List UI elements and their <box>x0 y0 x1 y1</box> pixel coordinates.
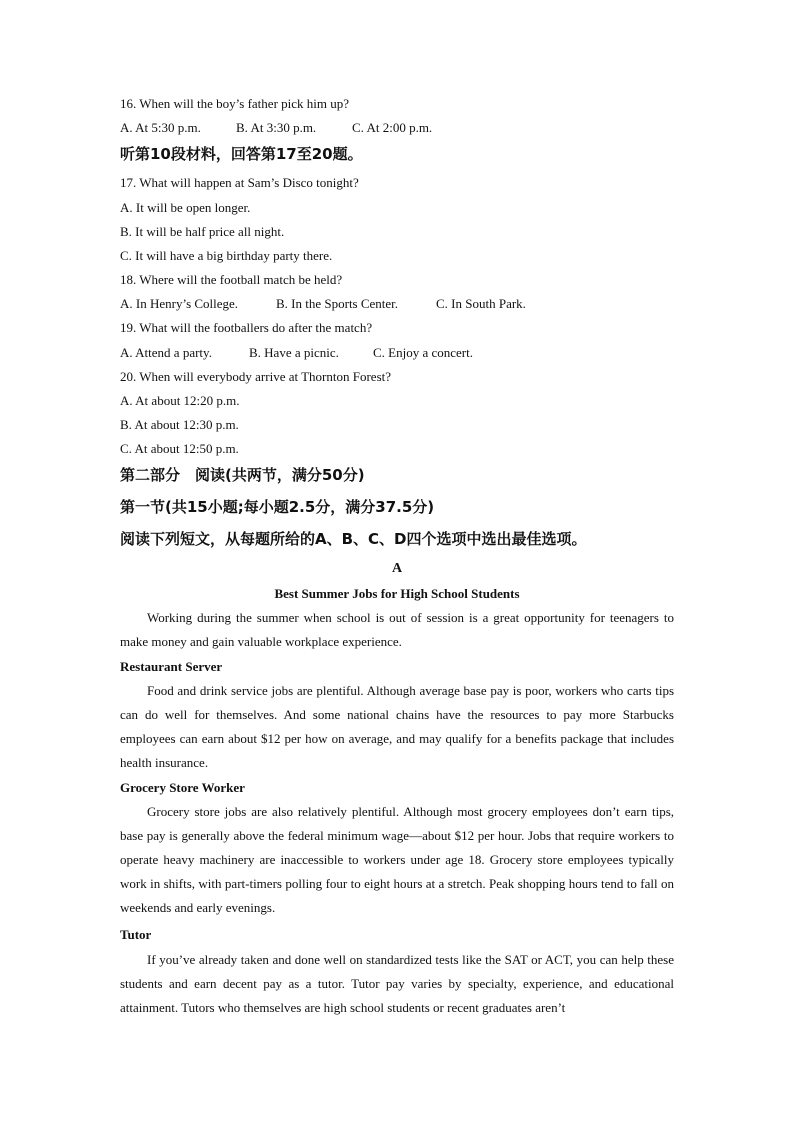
option-b: B. At 3:30 p.m. <box>236 120 317 135</box>
question-20-option-c: C. At about 12:50 p.m. <box>120 441 239 456</box>
passage-letter: A <box>391 561 403 576</box>
question-16: 16. When will the boy’s father pick him up? <box>120 96 350 111</box>
part-2-heading: 第二部分 阅读(共两节，满分50分) <box>120 466 365 484</box>
option-b: B. Have a picnic. <box>249 345 339 360</box>
section-text-restaurant-server: Food and drink service jobs are plentiful. Although average base pay is poor, workers who carts tips can do well for themselves. And some national chains have the resources to pay more Starbucks employees can earn about $12 per how on average, and may qualify for a benefits package that includes health insurance. <box>120 683 674 770</box>
section-10-heading: 听第10段材料，回答第17至20题。 <box>120 145 363 163</box>
passage-intro: Working during the summer when school is out of session is a great opportunity for teenagers to make money and gain valuable workplace experience. <box>120 610 674 649</box>
question-17-option-c: C. It will have a big birthday party there. <box>120 248 333 263</box>
question-18-options <box>120 296 526 312</box>
reading-instruction: 阅读下列短文，从每题所给的A、B、C、D四个选项中选出最佳选项。 <box>120 530 587 548</box>
section-text-grocery-store-worker: Grocery store jobs are also relatively plentiful. Although most grocery employees don’t earn tips, base pay is generally above the federal minimum wage—about $12 per hour. Jobs that require workers to operate heavy machinery are inaccessible to workers under age 18. Grocery store employees typically work in shifts, with part-timers polling four to eight hours at a stretch. Peak shopping hours tend to fall on weekends and early evenings. <box>120 804 674 915</box>
passage-title: Best Summer Jobs for High School Students <box>274 586 520 601</box>
option-a: A. At 5:30 p.m. <box>120 120 201 135</box>
question-19-options <box>120 345 473 361</box>
option-a: A. Attend a party. <box>120 345 212 360</box>
question-20: 20. When will everybody arrive at Thornton Forest? <box>120 369 392 384</box>
question-20-option-b: B. At about 12:30 p.m. <box>120 417 239 432</box>
section-text-tutor: If you’ve already taken and done well on standardized tests like the SAT or ACT, you can help these students and earn decent pay as a tutor. Tutor pay varies by specialty, experience, and educational attainment. Tutors who themselves are high school students or recent graduates aren’t <box>120 952 674 1015</box>
option-c: C. At 2:00 p.m. <box>352 120 433 135</box>
option-c: C. In South Park. <box>436 296 526 311</box>
question-17: 17. What will happen at Sam’s Disco tonight? <box>120 175 359 190</box>
section-heading-tutor: Tutor <box>120 927 152 942</box>
question-20-option-a: A. At about 12:20 p.m. <box>120 393 240 408</box>
section-heading-grocery-store-worker: Grocery Store Worker <box>120 780 245 795</box>
option-b: B. In the Sports Center. <box>276 296 399 311</box>
option-a: A. In Henry’s College. <box>120 296 239 311</box>
section-1-heading: 第一节(共15小题;每小题2.5分，满分37.5分) <box>120 498 435 516</box>
question-17-option-a: A. It will be open longer. <box>120 200 251 215</box>
question-17-option-b: B. It will be half price all night. <box>120 224 285 239</box>
question-18: 18. Where will the football match be held? <box>120 272 343 287</box>
question-19: 19. What will the footballers do after the match? <box>120 320 373 335</box>
question-16-options <box>120 120 432 136</box>
section-heading-restaurant-server: Restaurant Server <box>120 659 223 674</box>
option-c: C. Enjoy a concert. <box>373 345 473 360</box>
